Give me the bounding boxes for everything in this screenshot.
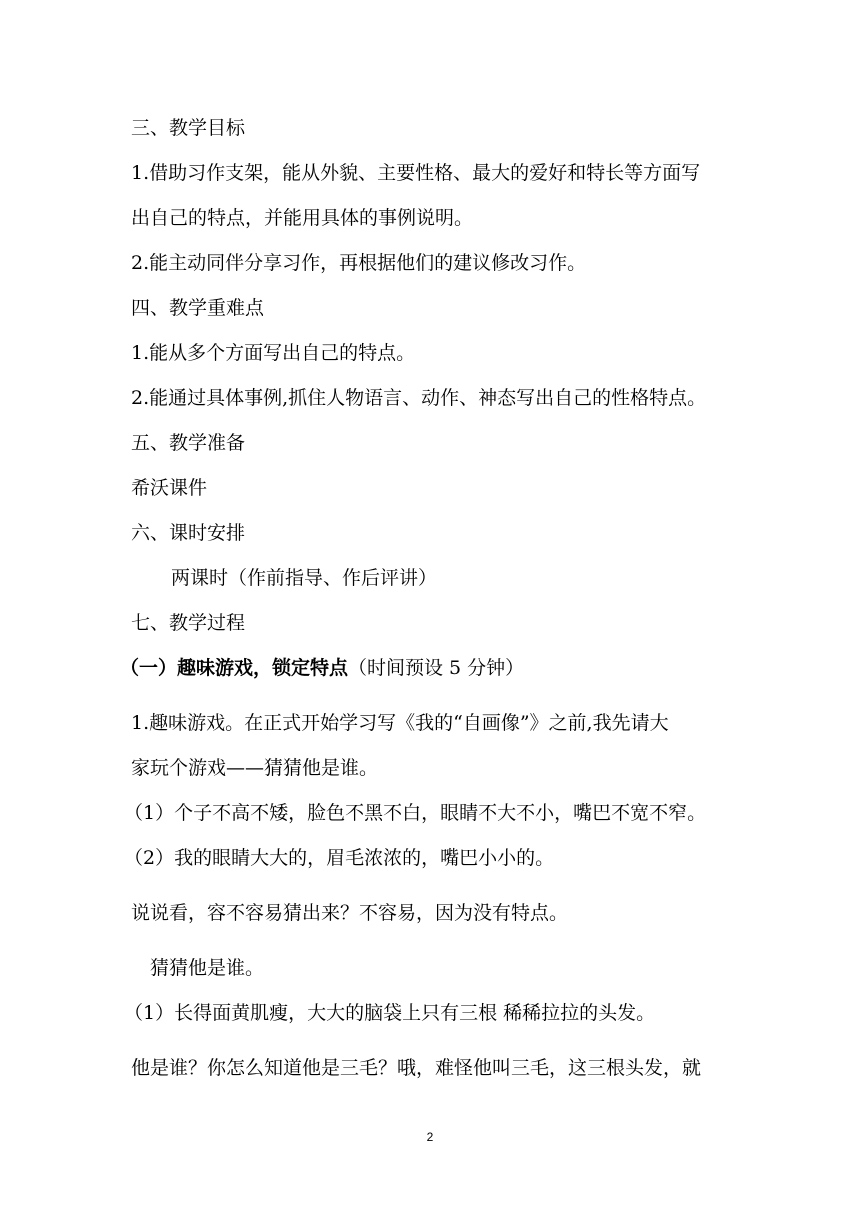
paragraph-line: （1）长得面黄肌瘦，大大的脑袋上只有三根 稀稀拉拉的头发。 xyxy=(124,1002,656,1024)
paragraph-line: （1）个子不高不矮，脸色不黑不白，眼睛不大不小，嘴巴不宽不窄。 xyxy=(124,802,707,824)
heading-teaching-goals: 三、教学目标 xyxy=(131,117,246,139)
heading-schedule: 六、课时安排 xyxy=(131,522,246,544)
paragraph-line: 1.趣味游戏。在正式开始学习写《我的“自画像”》之前,我先请大 xyxy=(131,712,669,734)
page-number: 2 xyxy=(426,1130,434,1144)
paragraph-line: 出自己的特点，并能用具体的事例说明。 xyxy=(131,207,474,229)
paragraph-line: 猜猜他是谁。 xyxy=(150,957,265,979)
heading-process: 七、教学过程 xyxy=(131,612,246,634)
section-heading-bold: （一）趣味游戏，锁定特点 xyxy=(120,657,349,679)
paragraph-line: 2.能通过具体事例,抓住人物语言、动作、神态写出自己的性格特点。 xyxy=(131,387,707,409)
paragraph-line: 两课时（作前指导、作后评讲） xyxy=(171,567,438,589)
paragraph-line: 1.借助习作支架，能从外貌、主要性格、最大的爱好和特长等方面写 xyxy=(131,162,701,184)
paragraph-line: 他是谁？你怎么知道他是三毛？哦，难怪他叫三毛，这三根头发，就 xyxy=(131,1057,702,1079)
section-heading-time: （时间预设 5 分钟） xyxy=(348,657,525,679)
paragraph-line: 家玩个游戏——猜猜他是谁。 xyxy=(131,757,379,779)
paragraph-line: 2.能主动同伴分享习作，再根据他们的建议修改习作。 xyxy=(131,252,587,274)
paragraph-line: 希沃课件 xyxy=(131,477,208,499)
section-heading-game xyxy=(120,656,524,680)
paragraph-line: （2）我的眼睛大大的，眉毛浓浓的，嘴巴小小的。 xyxy=(124,847,555,869)
heading-key-difficulties: 四、教学重难点 xyxy=(131,297,265,319)
paragraph-line: 1.能从多个方面写出自己的特点。 xyxy=(131,342,416,364)
heading-preparation: 五、教学准备 xyxy=(131,432,246,454)
paragraph-line: 说说看，容不容易猜出来？不容易，因为没有特点。 xyxy=(131,902,569,924)
